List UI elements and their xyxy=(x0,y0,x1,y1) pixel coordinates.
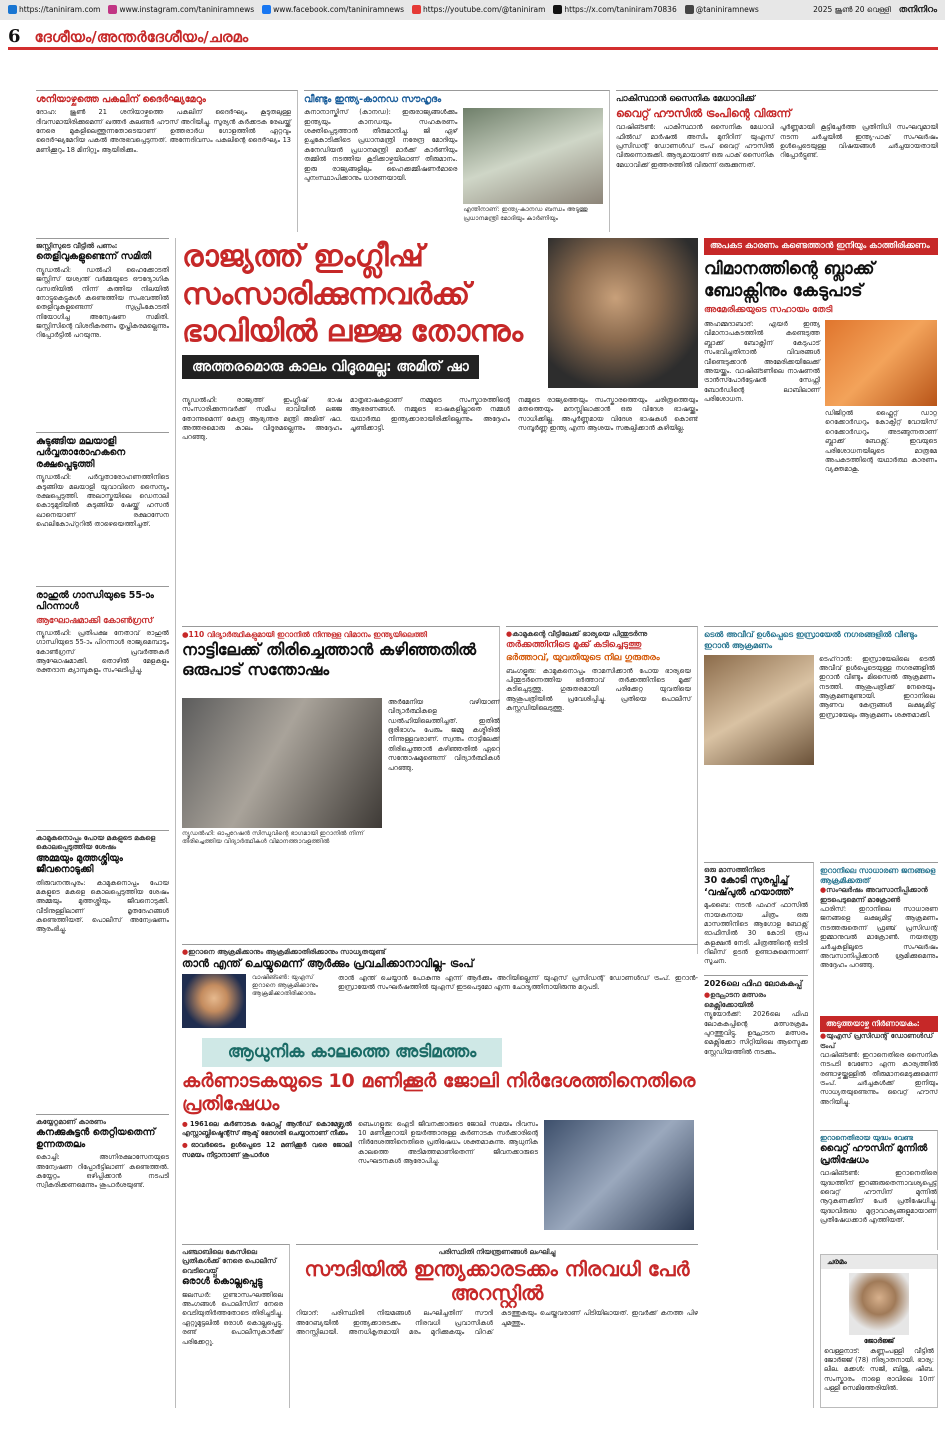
story-body: മുംബൈ: നടൻ ഫഹദ് ഫാസിൽ നായകനായ ചിത്രം ഒരു മാസത്തിനിടെ ആഗോള ബോക്സ് ഓഫീസിൽ 30 കോടി രൂപ കളക്ഷൻ നേടി. ചിത്രത്തിന്റെ ഒടിടി റിലീസ് ഉടൻ ഉണ്ടാകുമെന്നാണ് സൂചന. xyxy=(704,901,808,966)
kicker: പാകിസ്ഥാൻ സൈനിക മേധാവിക്ക് xyxy=(616,94,755,104)
page-number: 6 xyxy=(8,28,21,47)
headline: ടെൽ അവീവ് ഉൾപ്പെടെ ഇസ്രായേൽ നഗരങ്ങളിൽ വീണ്ടും ഇറാൻ ആക്രമണം xyxy=(704,630,938,652)
story-pak-army xyxy=(616,90,938,232)
story-decision xyxy=(820,1016,938,1126)
story-body: വാഷിങ്ടൺ: ഇറാനെതിരെ സൈനിക നടപടി വേണോ എന്ന കാര്യത്തിൽ രണ്ടാഴ്ചയ്ക്കുള്ളിൽ തീരുമാനമെടുക്കുമെന്ന് ട്രംപ്. ചർച്ചകൾക്ക് ഇനിയും സാധ്യതയുണ്ടെന്നും വൈറ്റ് ഹൗസ് അറിയിച്ചു. xyxy=(820,1051,938,1106)
headline: ശനിയാഴ്ചത്തെ പകലിന് ദൈർഘ്യമേറും xyxy=(36,94,206,105)
photo-caption: ന്യൂഡൽഹി: ഓപ്പറേഷൻ സിന്ധുവിന്റെ ഭാഗമായി ഇറാനിൽ നിന്ന് തിരിച്ചെത്തിയ വിദ്യാർത്ഥികൾ വിമാനത്താവളത്തിൽ xyxy=(182,830,364,846)
subhead: ● യുഎസ് പ്രസിഡന്റ് ഡോണൾഡ് ട്രംപ് xyxy=(820,1032,938,1051)
story-climber xyxy=(36,432,169,582)
kicker-box: അപകട കാരണം കണ്ടെത്താൻ ഇനിയും കാത്തിരിക്കണം xyxy=(704,238,938,255)
story-black-box xyxy=(704,238,938,618)
story-nose xyxy=(506,626,698,954)
site-link[interactable]: https://taniniram.com xyxy=(8,5,100,15)
story-body: അഹമ്മദാബാദ്: എയർ ഇന്ത്യ വിമാനാപകടത്തിൽ കണ്ടെടുത്ത ബ്ലാക്ക് ബോക്സിന് കേടുപാട് സംഭവിച്ചതിനാൽ വിവരങ്ങൾ വീണ്ടെടുക്കാൻ അമേരിക്കയിലേക്ക് അയയ്ക്കും. വാഷിങ്ടണിലെ നാഷണൽ ട്രാൻസ്‌പോർട്ടേഷൻ സേഫ്റ്റി ബോർഡിന്റെ ലാബിലാണ് പരിശോധന. xyxy=(704,320,820,403)
headline: 2026ലെ ഫിഫ ലോകകപ്പ് xyxy=(704,978,803,988)
story-body: ന്യൂഡൽഹി: പ്രതിപക്ഷ നേതാവ് രാഹുൽ ഗാന്ധിയുടെ 55-ാം പിറന്നാൾ രാജ്യമെമ്പാടും കോൺഗ്രസ് പ്രവർത്തകർ ആഘോഷമാക്കി. തൊഴിൽ മേളകളും രക്തദാന ക്യാമ്പുകളും സംഘടിപ്പിച്ചു. xyxy=(36,628,169,675)
headline: 30 കോടി സുരപ്പിച്ച് ‘വഷ്‌പുൽ ഹയാത്ത്’ xyxy=(704,875,795,898)
kicker: പരിസ്ഥിതി നിയന്ത്രണങ്ങൾ ലംഘിച്ചു xyxy=(438,1248,556,1256)
headline: കുടുങ്ങിയ മലയാളി പർവ്വതാരോഹകനെ രക്ഷപ്പെടുത്തി xyxy=(36,436,126,470)
kicker: പഞ്ചാബിലെ കേസിലെ പ്രതികൾക്ക് നേരെ പൊലീസ് വെടിവെയ്പ്പ് xyxy=(182,1248,277,1275)
story-india-canada xyxy=(304,90,610,232)
lead-story xyxy=(182,238,698,618)
story-body: റിയാദ്: പരിസ്ഥിതി നിയമങ്ങൾ ലംഘിച്ചതിന് സൗദി അറേബ്യയിൽ ഇന്ത്യക്കാരടക്കം നിരവധി പ്രവാസികൾ അറസ്റ്റിലായി. അനധികൃതമായി മരം മുറിക്കുകയും വിറക് കടത്തുകയും ചെയ്തവരാണ് പിടിയിലായത്. ഇവർക്ക് കനത്ത പിഴ ചുമത്തും. xyxy=(296,1309,698,1337)
story-body-2: ഡിജിറ്റൽ ഫ്ലൈറ്റ് ഡാറ്റ റെക്കോർഡറും കോക്പിറ്റ് വോയിസ് റെക്കോർഡറും അടങ്ങുന്നതാണ് ബ്ലാക്ക് ബോക്സ്. ഇവയുടെ പരിശോധനയിലൂടെ മാത്രമേ അപകടത്തിന്റെ യഥാർത്ഥ കാരണം വ്യക്തമാകൂ. xyxy=(825,409,937,474)
headline: നാട്ടിലേക്ക് തിരിച്ചെത്താൻ കഴിഞ്ഞതിൽ ഒരുപാട് സന്തോഷം xyxy=(182,640,477,680)
headline: രാഹുൽ ഗാന്ധിയുടെ 55-ാം പിറന്നാൾ xyxy=(36,590,154,613)
photo-modi-carney xyxy=(463,108,603,204)
story-protest xyxy=(820,1130,938,1250)
headline: കർണാടകയുടെ 10 മണിക്കൂർ ജോലി നിർദേശത്തിനെതിരെ പ്രതിഷേധം xyxy=(182,1069,696,1115)
story-body: താൻ എന്ത് ചെയ്യാൻ പോകുന്നു എന്ന് ആർക്കും അറിയില്ലെന്ന് യുഎസ് പ്രസിഡന്റ് ഡോണൾഡ് ട്രംപ്. ഇറാൻ-ഇസ്രായേൽ സംഘർഷത്തിൽ യുഎസ് ഇടപെടുമോ എന്ന ചോദ്യത്തിനായിരുന്നു മറുപടി. xyxy=(338,973,698,991)
headline: തെളിവുകളുണ്ടെന്ന് സമിതി xyxy=(36,251,152,263)
kicker: കാമുകനൊപ്പം പോയ മകളുടെ മകളെ കൊലപ്പെടുത്തിയ ശേഷം xyxy=(36,834,156,852)
lead-headline: രാജ്യത്ത് ഇംഗ്ലീഷ് സംസാരിക്കുന്നവർക്ക് ഭാവിയിൽ ലജ്ജ തോന്നും xyxy=(182,239,523,349)
headline: ഇറാനിലെ സാധാരണ ജനങ്ങളെ ആക്രമിക്കരുത് xyxy=(820,866,936,886)
story-body: വാഷിങ്ടൺ: ഇറാനെതിരെ യുദ്ധത്തിന് ഇറങ്ങരുതെന്നാവശ്യപ്പെട്ട് വൈറ്റ് ഹൗസിന് മുന്നിൽ നൂറുകണക്കിന് പേർ പ്രതിഷേധിച്ചു. യുദ്ധവിരുദ്ധ മുദ്രാവാക്യങ്ങളുമായാണ് പ്രതിഷേധക്കാർ എത്തിയത്. xyxy=(820,1169,937,1225)
story-body: കനാനാസ്കിസ് (കാനഡ): ഇരുരാജ്യങ്ങൾക്കും ഇന്ത്യയും കാനഡയും സഹകരണം ശക്തിപ്പെടുത്താൻ തീരുമാനിച്ചു. ജി ഏഴ് ഉച്ചകോടിക്കിടെ പ്രധാനമന്ത്രി നരേന്ദ്ര മോദിയും കനേഡിയൻ പ്രധാനമന്ത്രി മാർക്ക് കാർണിയും തമ്മിൽ നടത്തിയ കൂടിക്കാഴ്ചയിലാണ് തീരുമാനം. ഇരു രാജ്യങ്ങളിലും ഹൈക്കമ്മീഷണർമാരെ പുനഃസ്ഥാപിക്കാനും ധാരണയായി. xyxy=(304,108,458,182)
story-punjab xyxy=(182,1244,290,1408)
story-body: ടെഹ്‌റാൻ: ഇസ്രായേലിലെ ടെൽ അവീവ് ഉൾപ്പെടെയുള്ള നഗരങ്ങളിൽ ഇറാൻ വീണ്ടും മിസൈൽ ആക്രമണം നടത്തി. ആശുപത്രിക്ക് നേരെയും ആക്രമണമുണ്ടായി. ഇറാനിലെ ആണവ കേന്ദ്രങ്ങൾ ലക്ഷ്യമിട്ട് ഇസ്രായേലും ആക്രമണം ശക്തമാക്കി. xyxy=(819,654,935,719)
youtube-link[interactable]: https://youtube.com/@taniniram xyxy=(412,5,545,15)
subhead: ആഘോഷമാക്കി കോൺഗ്രസ് xyxy=(36,615,153,626)
facebook-link[interactable]: www.facebook.com/taniniramnews xyxy=(262,5,404,15)
story-film xyxy=(704,866,808,967)
story-body: തിരുവനന്തപുരം: കാമുകനൊപ്പം പോയ മകളുടെ മകളെ കൊലപ്പെടുത്തിയ ശേഷം അമ്മയും മുത്തശ്ശിയും ജീവനൊടുക്കി. വീടിനുള്ളിലാണ് മൃതദേഹങ്ങൾ കണ്ടെത്തിയത്. പൊലീസ് അന്വേഷണം ആരംഭിച്ചു. xyxy=(36,878,169,934)
story-body: ന്യൂഡൽഹി: പർവ്വതാരോഹണത്തിനിടെ കുടുങ്ങിയ മലയാളി യുവാവിനെ സൈന്യം രക്ഷപ്പെടുത്തി. അലാസ്കയിലെ ഡെനാലി കൊടുമുടിയിൽ കുടുങ്ങിയ ഷേയ്ക്ക് ഹസൻ ഖാനെയാണ് രക്ഷാസേന ഹെലികോപ്റ്ററിൽ താഴെയെത്തിച്ചത്. xyxy=(36,473,169,528)
obituary-header: ചരമം xyxy=(821,1255,937,1269)
left-column xyxy=(36,238,176,1408)
story-body: ന്യൂഡൽഹി: ഡൽഹി ഹൈക്കോടതി ജസ്റ്റിസ് യശ്വന്ത് വർമ്മയുടെ ഔദ്യോഗിക വസതിയിൽ നിന്ന് കത്തിയ നിലയിൽ നോട്ടുകെട്ടുകൾ കണ്ടെത്തിയ സംഭവത്തിൽ തെളിവുകളുണ്ടെന്ന് സുപ്രീംകോടതി നിയോഗിച്ച അന്വേഷണ സമിതി. ജസ്റ്റിസിന്റെ വിശദീകരണം തൃപ്തികരമല്ലെന്നും റിപ്പോർട്ടിൽ പറയുന്നു. xyxy=(36,265,169,340)
lead-body-2: മാതൃഭാഷകളാണ് നമ്മുടെ സംസ്കാരത്തിന്റെ ആഭരണങ്ങൾ. നമ്മുടെ ഭാഷകളില്ലാതെ നമ്മൾ യഥാർത്ഥ ഇന്ത്യക്കാരായിരിക്കില്ലെന്നും അദ്ദേഹം ചൂണ്ടിക്കാട്ടി. xyxy=(350,396,510,433)
lead-body-3: നമ്മുടെ രാജ്യത്തെയും സംസ്കാരത്തെയും ചരിത്രത്തെയും മതത്തെയും മനസ്സിലാക്കാൻ ഒരു വിദേശ ഭാഷയ്ക്കും സാധിക്കില്ല. അപൂർണ്ണമായ വിദേശ ഭാഷകൾ കൊണ്ട് സമ്പൂർണ്ണ ഇന്ത്യ എന്ന ആശയം സങ്കല്പിക്കാൻ കഴിയില്ല. xyxy=(518,396,698,433)
photo-trump xyxy=(182,974,246,1028)
story-encroach xyxy=(36,1114,169,1394)
section-title: ദേശീയം/അന്തർദേശീയം/ചരമം xyxy=(34,28,249,46)
threads-icon xyxy=(685,5,694,14)
story-return-media xyxy=(182,698,500,938)
facebook-icon xyxy=(262,5,271,14)
story-israel xyxy=(704,626,938,856)
youtube-icon xyxy=(412,5,421,14)
story-body: ദോഹ: ജൂൺ 21 ശനിയാഴ്ചത്തെ പകലിന് ദൈർഘ്യം കൂടുതലുള്ള ദിവസമായിരിക്കുമെന്ന് ഖത്തർ കലണ്ടർ ഹൗസ് അറിയിച്ചു. സൂര്യൻ കർക്കടക രേഖയ്ക്ക് നേരെ മുകളിലെത്തുന്നതോടെയാണ് ഉത്തരാർധ ഗോളത്തിൽ ഏറ്റവും ദൈർഘ്യമേറിയ പകൽ അനുഭവപ്പെടുന്നത്. അന്നേദിവസം പകലിന്റെ ദൈർഘ്യം 13 മണിക്കൂറും 18 മിനിറ്റും ആയിരിക്കും. xyxy=(36,108,291,154)
headline: സൗദിയിൽ ഇന്ത്യക്കാരടക്കം നിരവധി പേർ അറസ്റ്റിൽ xyxy=(304,1257,690,1306)
subhead: ● സംഘർഷം അവസാനിപ്പിക്കാൻ ഇടപെടുമെന്ന് മാക്രോൺ xyxy=(820,886,938,905)
photo-obituary xyxy=(849,1273,909,1335)
headline: കനക്കുകുട്ടൻ തെറ്റിയതെന്ന് ഉന്നതതലം xyxy=(36,1127,156,1150)
kicker: ● ഇറാനെ ആക്രമിക്കാനും ആക്രമിക്കാതിരിക്കാനും സാധ്യതയുണ്ട് xyxy=(182,948,698,957)
kicker: കയ്യേറ്റമാണ് കാരണം xyxy=(36,1118,106,1126)
subhead: തർക്കത്തിനിടെ മൂക്ക് കടിച്ചെടുത്തു xyxy=(506,640,642,651)
edition-date: 2025 ജൂൺ 20 വെള്ളി xyxy=(813,4,891,14)
headline: വിമാനത്തിന്റെ ബ്ലാക്ക് ബോക്സിനും കേടുപാട് xyxy=(704,259,875,301)
globe-icon xyxy=(8,5,17,14)
kicker: ഒരു മാസത്തിനിടെ xyxy=(704,866,765,874)
instagram-link[interactable]: www.instagram.com/taniniramnews xyxy=(108,5,254,15)
story-body: ബംഗളൂരു: കാമുകനൊപ്പം താമസിക്കാൻ പോയ ഭാര്യയെ പിന്തുടർന്നെത്തിയ ഭർത്താവ് തർക്കത്തിനിടെ മൂക്ക് കടിച്ചെടുത്തു. ഗുരുതരമായി പരിക്കേറ്റ യുവതിയെ ആശുപത്രിയിൽ പ്രവേശിപ്പിച്ചു. പ്രതിയെ പൊലീസ് കസ്റ്റഡിയിലെടുത്തു. xyxy=(506,666,691,713)
story-body: ജലന്ധർ: ഗുണ്ടാസംഘത്തിലെ അംഗങ്ങൾ പൊലീസിന് നേരെ വെടിയുതിർത്തതോടെ തിരിച്ചടിച്ചു. ഏറ്റുമുട്ടലിൽ ഒരാൾ കൊല്ലപ്പെട്ടു. രണ്ട് പൊലീസുകാർക്ക് പരിക്കേറ്റു. xyxy=(182,1290,283,1346)
story-body: കൊച്ചി: അഗ്നിരക്ഷാസേനയുടെ അന്വേഷണ റിപ്പോർട്ടിലാണ് കണ്ടെത്തൽ. കയ്യേറ്റം ഒഴിപ്പിക്കാൻ നടപടി സ്വീകരിക്കണമെന്നും ശുപാർശയുണ്ട്. xyxy=(36,1153,169,1190)
story-body: വാഷിങ്ടൺ: പാകിസ്ഥാൻ സൈനിക മേധാവി ഫീൽഡ് മാർഷൽ അസിം മുനീറിന് യുഎസ് പ്രസിഡന്റ് ഡോണൾഡ് ട്രംപ് വൈറ്റ് ഹൗസിൽ വിരുന്നൊരുക്കി. ആദ്യമായാണ് ഒരു പാക് സൈനിക മേധാവിക്ക് ഇത്തരത്തിൽ വിരുന്ന് ഒരുക്കുന്നത്. xyxy=(616,123,774,169)
headline: വൈറ്റ് ഹൗസിൽ ട്രംപിന്റെ വിരുന്ന് xyxy=(616,107,792,121)
story-body: അർമേനിയ വഴിയാണ് വിദ്യാർത്ഥികളെ ഡൽഹിയിലെത്തിച്ചത്. ഇതിൽ ഭൂരിഭാഗം പേരും ജമ്മു കശ്മീരിൽ നിന്നുള്ളവരാണ്. സ്വന്തം നാട്ടിലേക്ക് തിരിച്ചെത്താൻ കഴിഞ്ഞതിൽ ഏറെ സന്തോഷമുണ്ടെന്ന് വിദ്യാർത്ഥികൾ പറഞ്ഞു. xyxy=(388,698,500,772)
story-judge xyxy=(36,238,169,428)
photo-amit-shah xyxy=(548,238,698,388)
photo-office xyxy=(544,1120,694,1230)
headline: വൈറ്റ് ഹൗസിന് മുന്നിൽ പ്രതിഷേധം xyxy=(820,1143,928,1166)
kicker: ● കാമുകന്റെ വീട്ടിലേക്ക് ഭാര്യയെ പിന്തുടർന്നു xyxy=(506,630,691,639)
story-daylight xyxy=(36,90,298,232)
section-band: ആധുനിക കാലത്തെ അടിമത്തം xyxy=(202,1038,502,1067)
headline: വീണ്ടും ഇന്ത്യ-കാനഡ സൗഹൃദം xyxy=(304,94,442,105)
kicker: ഇറാനെതിരായ യുദ്ധം വേണ്ട xyxy=(820,1134,914,1142)
obituary-name: ജോർജ്ജ് xyxy=(863,1337,895,1346)
threads-link[interactable]: @taniniramnews xyxy=(685,5,759,15)
photo-caption: എന്തിനാണ്: ഇന്ത്യ-കാനഡ ബന്ധം അടുത്തു പ്രധാനമന്ത്രി മോദിയും കാർണിയും xyxy=(463,206,588,222)
story-saudi xyxy=(296,1244,698,1408)
kicker-box: അടുത്തയാഴ്ച നിർണായകം: xyxy=(820,1016,938,1032)
photo-students xyxy=(182,698,382,828)
story-trump xyxy=(182,944,698,1032)
kicker: ● 110 വിദ്യാർത്ഥികളുമായി ഇറാനിൽ നിന്നുള്ള വിമാനം ഇന്ത്യയിലെത്തി xyxy=(182,630,493,640)
social-bar xyxy=(0,0,945,20)
headline: ഒരാൾ കൊല്ലപ്പെട്ടു xyxy=(182,1276,263,1288)
lead-banner: അത്തരമൊരു കാലം വിദൂരമല്ല: അമിത് ഷാ xyxy=(182,355,479,380)
story-body: ന്യൂയോർക്ക്: 2026ലെ ഫിഫ ലോകകപ്പിന്റെ മത്സരക്രമം പുറത്തുവിട്ടു. ഉദ്ഘാടന മത്സരം മെക്സിക്കോ സിറ്റിയിലെ ആസ്ടെക്ക സ്റ്റേഡിയത്തിൽ നടക്കും. xyxy=(704,1010,808,1056)
bullet-1: ● 1961ലെ കർണാടക ഷോപ്സ് ആൻഡ് കൊമേഴ്സ്യൽ എസ്റ്റാബ്ലിഷ്മെന്റ്സ് ആക്ട് ഭേദഗതി ചെയ്യാനാണ് നീക്കം xyxy=(182,1120,352,1139)
headline: താൻ എന്ത് ചെയ്യുമെന്ന് ആർക്കും പ്രവചിക്കാനാവില്ല- ട്രംപ് xyxy=(182,957,474,971)
obituary-body: വെള്ളനാട്: കണ്ണംപള്ളി വീട്ടിൽ ജോർജ്ജ് (78) നിര്യാതനായി. ഭാര്യ: ലീല. മക്കൾ: സജി, ബിജു, ഷീബ. സംസ്കാരം നാളെ രാവിലെ 10ന് പള്ളി സെമിത്തേരിയിൽ. xyxy=(824,1346,934,1392)
subhead-2: ഭർത്താവ്, യുവതിയുടെ നില ഗുരുതരം xyxy=(506,652,660,663)
story-worldcup xyxy=(704,975,808,1057)
instagram-icon xyxy=(108,5,117,14)
x-icon xyxy=(553,5,562,14)
story-family xyxy=(36,830,169,1110)
story-body: പാരിസ്: ഇറാനിലെ സാധാരണ ജനങ്ങളെ ലക്ഷ്യമിട്ട് ആക്രമണം നടത്തരുതെന്ന് ഫ്രഞ്ച് പ്രസിഡന്റ് ഇമ്മാനുവൽ മാക്രോൺ. നയതന്ത്ര ചർച്ചകളിലൂടെ സംഘർഷം അവസാനിപ്പിക്കാൻ ശ്രമിക്കുമെന്നും അദ്ദേഹം പറഞ്ഞു. xyxy=(820,905,938,970)
photo-israel xyxy=(704,655,814,765)
brand-name: തനിനിറം xyxy=(898,4,937,15)
subhead: ● ഉദ്ഘാടന മത്സരം മെക്സിക്കോയിൽ xyxy=(704,991,808,1010)
x-link[interactable]: https://x.com/taniniram70836 xyxy=(553,5,676,15)
masthead xyxy=(8,28,938,50)
story-body-2: പൂർണ്ണമായി കൂട്ടിച്ചേർത്ത പ്രതിനിധി സംഘവുമായി നടന്ന ചർച്ചയിൽ ഇന്ത്യ-പാക് സംഘർഷം ഉൾപ്പെടെയുള്ള വിഷയങ്ങൾ ചർച്ചയായതായി റിപ്പോർട്ടുണ്ട്. xyxy=(780,123,938,160)
story-macron xyxy=(820,862,938,1012)
story-body: ബെംഗളൂരു: ഐടി ജീവനക്കാരുടെ ജോലി സമയം ദിവസം 10 മണിക്കൂറായി ഉയർത്താനുള്ള കർണാടക സർക്കാരിന്റെ നിർദേശത്തിനെതിരെ പ്രതിഷേധം ശക്തമാകുന്നു. ആധുനിക കാലത്തെ അടിമത്തമാണിതെന്ന് ജീവനക്കാരുടെ സംഘടനകൾ ആരോപിച്ചു. xyxy=(358,1119,538,1165)
mid-right-column xyxy=(704,862,814,1408)
photo-caption: വാഷിങ്ടൺ: യുഎസ് ഇറാനെ ആക്രമിക്കാനും ആക്രമിക്കാതിരിക്കാനും xyxy=(252,973,319,998)
story-rahul xyxy=(36,586,169,826)
kicker: ജസ്റ്റിസുടെ വീട്ടിൽ പണം: xyxy=(36,242,118,250)
headline: അമ്മയും മുത്തശ്ശിയും ജീവനൊടുക്കി xyxy=(36,852,123,876)
obituary-box xyxy=(820,1254,938,1408)
bullet-2: ● ഓവർടൈം ഉൾപ്പെടെ 12 മണിക്കൂർ വരെ ജോലി സമയം നീട്ടാനാണ് ശുപാർശ xyxy=(182,1141,352,1160)
lead-body-1: ന്യൂഡൽഹി: രാജ്യത്ത് ഇംഗ്ലീഷ് ഭാഷ സംസാരിക്കുന്നവർക്ക് സമീപ ഭാവിയിൽ ലജ്ജ തോന്നുമെന്ന് കേന്ദ്ര ആഭ്യന്തര മന്ത്രി അമിത് ഷാ. അത്തരമൊരു കാലം വിദൂരമല്ലെന്നും അദ്ദേഹം പറഞ്ഞു. xyxy=(182,396,342,442)
subhead: അമേരിക്കയുടെ സഹായം തേടി xyxy=(704,304,833,315)
story-karnataka xyxy=(182,1038,698,1238)
photo-black-box xyxy=(825,320,937,406)
